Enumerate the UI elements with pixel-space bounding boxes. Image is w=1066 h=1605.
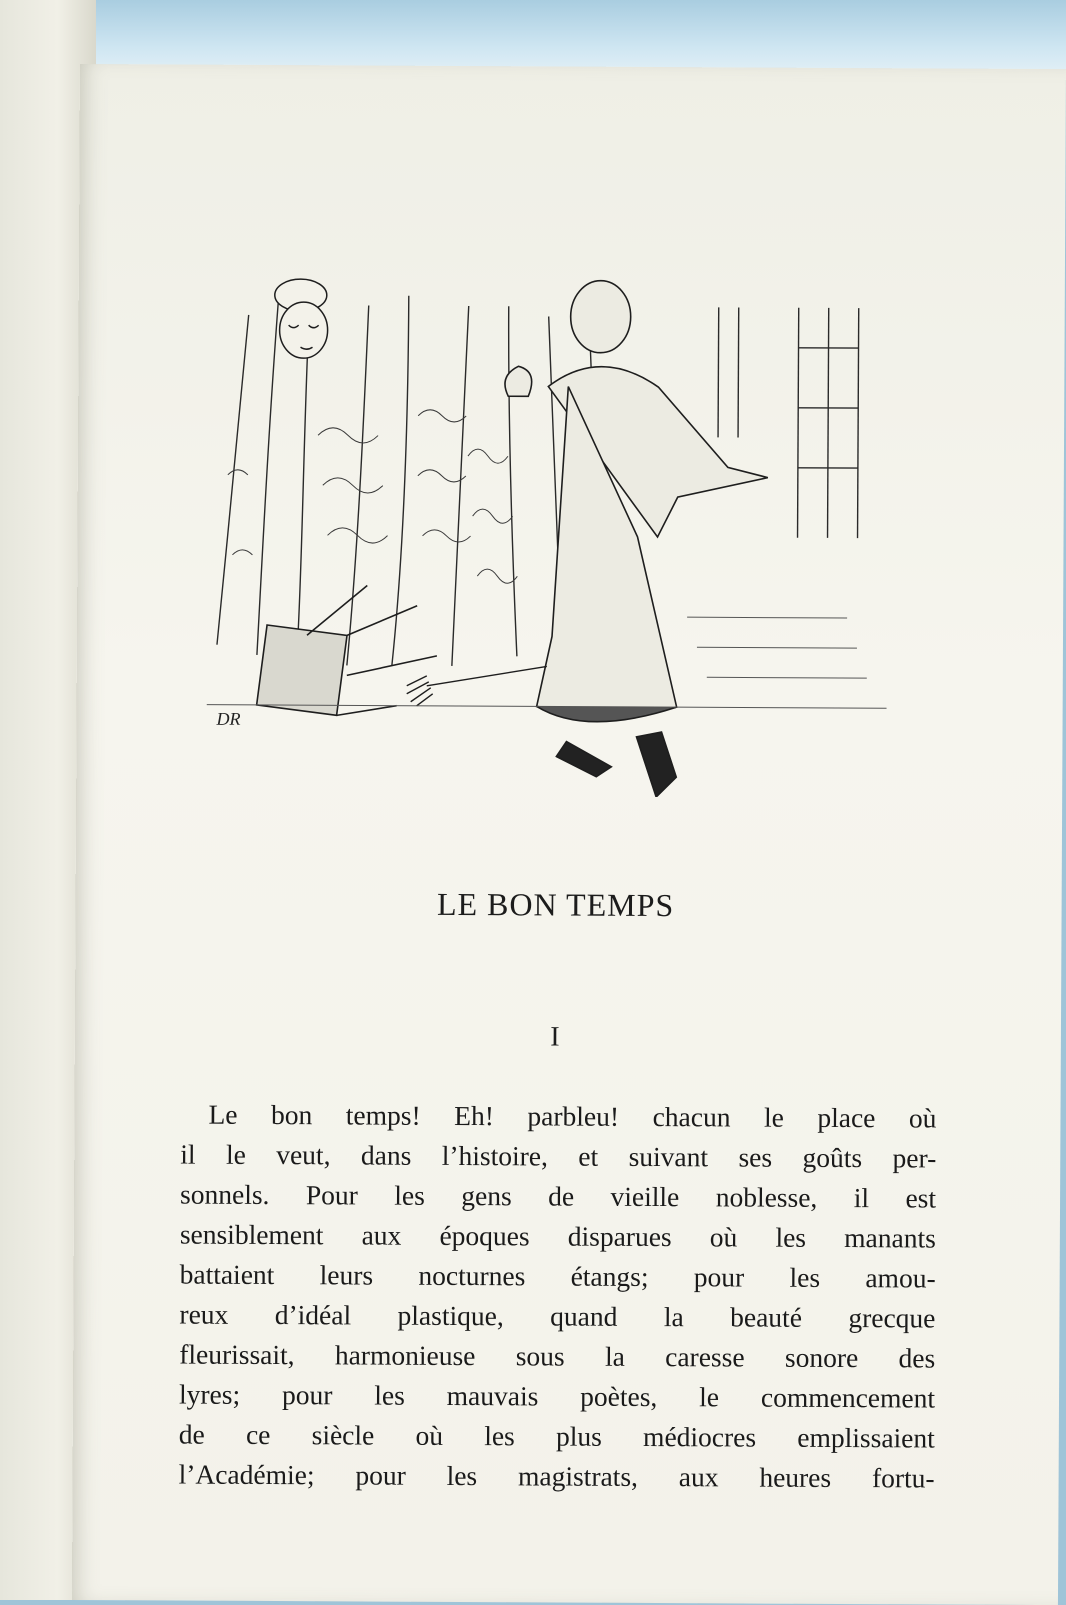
text-line: l’Académie; pour les magistrats, aux heures fortu- [178, 1458, 935, 1494]
book-page [72, 64, 1066, 1605]
illustration-signature: DR [216, 708, 241, 729]
chapter-title: LE BON TEMPS [436, 885, 675, 924]
text-line: reux d’idéal plastique, quand la beauté grecque [179, 1298, 936, 1334]
text-line: sensiblement aux époques disparues où les manants [179, 1218, 936, 1254]
text-line: de ce siècle où les plus médiocres emplissaient [178, 1418, 935, 1454]
text-line: Le bon temps! Eh! parbleu! chacun le place où [208, 1098, 937, 1134]
text-line: fleurissait, harmonieuse sous la caresse sonore des [179, 1338, 936, 1374]
body-paragraph [179, 1095, 937, 1499]
text-line: il le veut, dans l’histoire, et suivant ses goûts per- [180, 1138, 937, 1174]
engraving-illustration-icon [206, 235, 889, 799]
section-number: I [550, 1021, 560, 1053]
text-line: sonnels. Pour les gens de vieille noblesse, il est [180, 1178, 937, 1214]
text-line: battaient leurs nocturnes étangs; pour les amou- [179, 1258, 936, 1294]
text-line: lyres; pour les mauvais poètes, le commencement [178, 1378, 936, 1414]
